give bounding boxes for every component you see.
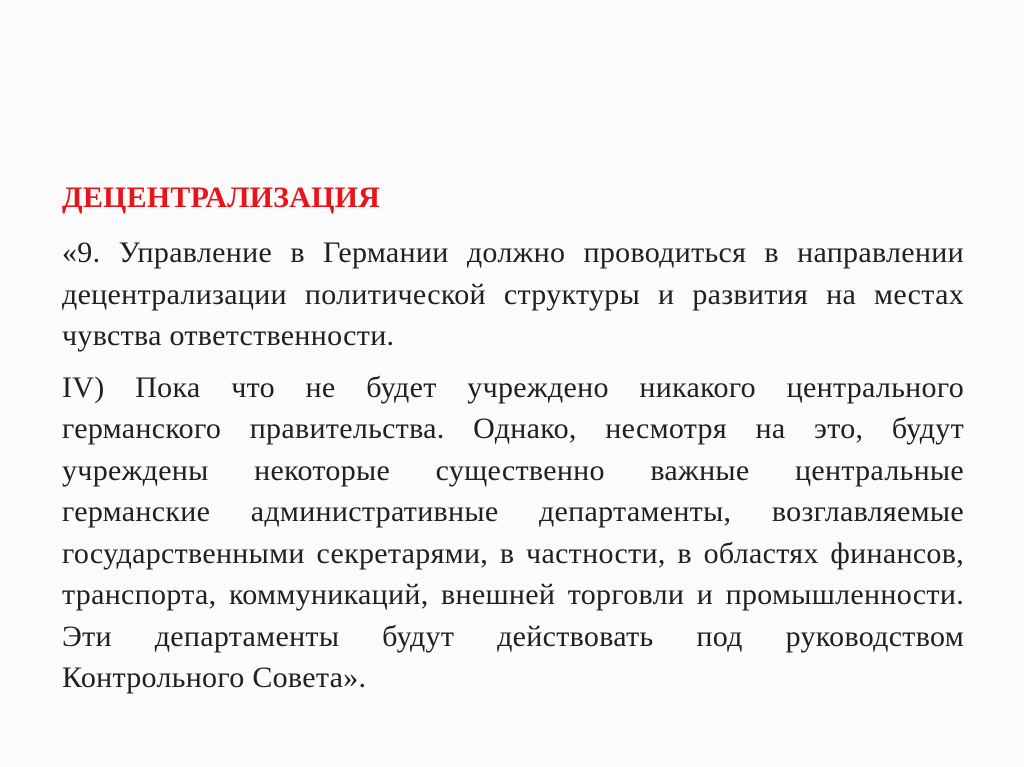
paragraph-point-iv: IV) Пока что не будет учреждено никакого центрального германского правительства. Однако, несмотря на это, будут учреждены некоторые существенно важные центральные германские административные департаменты, возглавляемые государственными секретарями, в частности, в областях финансов, транспорта, коммуникаций, внешней торговли и промышленности. Эти департаменты будут действовать под руководством Контрольного Совета». bbox=[62, 370, 964, 694]
slide-content bbox=[62, 178, 964, 709]
paragraph-point-9: «9. Управление в Германии должно проводиться в направлении децентрализации политической структуры и развития на местах чувства ответственности. bbox=[62, 236, 964, 352]
slide-heading: ДЕЦЕНТРАЛИЗАЦИЯ bbox=[62, 181, 381, 214]
